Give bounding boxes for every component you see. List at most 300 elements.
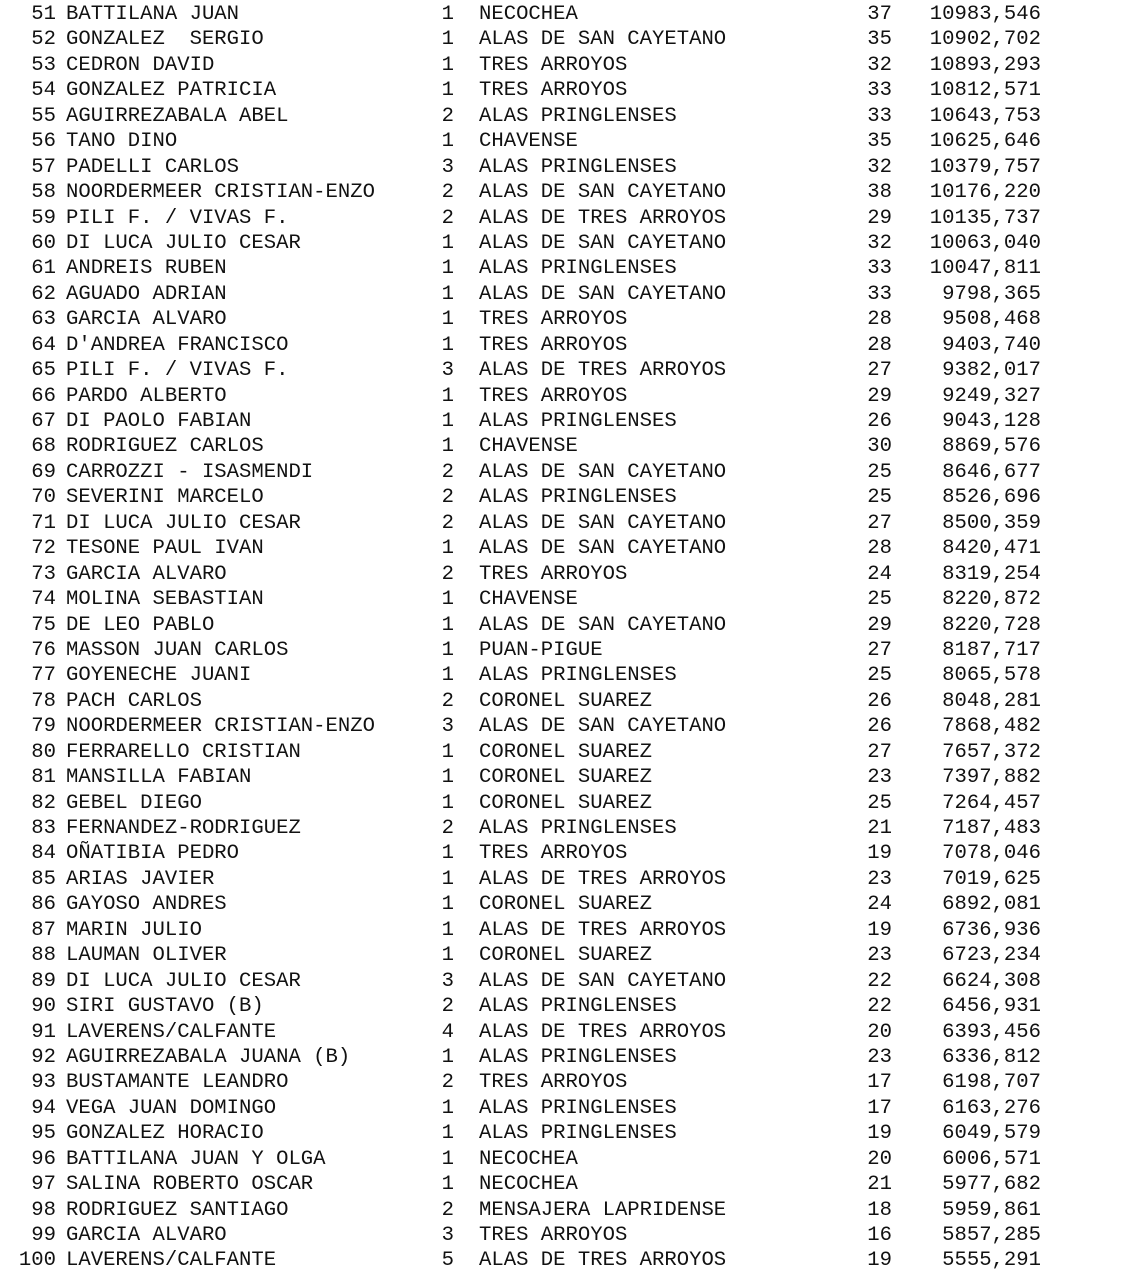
club-cell: MENSAJERA LAPRIDENSE xyxy=(479,1198,727,1222)
club-cell: ALAS PRINGLENSES xyxy=(479,486,677,510)
competitor-name-cell: BATTILANA JUAN Y OLGA xyxy=(66,1147,326,1171)
club-cell: TRES ARROYOS xyxy=(479,1224,628,1247)
points-cell: 22 xyxy=(867,995,892,1019)
competitor-name-cell: LAVERENS/CALFANTE xyxy=(66,1249,277,1273)
score-cell: 5959,861 xyxy=(942,1198,1041,1222)
competitor-name-cell: CEDRON DAVID xyxy=(66,53,215,77)
entry-number-cell: 1 xyxy=(441,1147,454,1171)
rank-cell: 56 xyxy=(31,130,56,154)
competitor-name-cell: VEGA JUAN DOMINGO xyxy=(66,1096,277,1120)
entry-number-cell: 1 xyxy=(441,893,454,917)
score-cell: 8065,578 xyxy=(942,664,1041,688)
club-cell: ALAS PRINGLENSES xyxy=(479,410,677,433)
table-row xyxy=(0,231,1130,256)
score-cell: 6892,081 xyxy=(942,893,1041,917)
club-cell: ALAS PRINGLENSES xyxy=(479,104,677,128)
entry-number-cell: 1 xyxy=(441,28,454,52)
score-cell: 10135,737 xyxy=(929,206,1041,230)
table-row xyxy=(0,53,1130,78)
club-cell: ALAS DE SAN CAYETANO xyxy=(479,613,727,637)
competitor-name-cell: D'ANDREA FRANCISCO xyxy=(66,333,289,357)
score-cell: 6049,579 xyxy=(942,1122,1041,1146)
score-cell: 8048,281 xyxy=(942,689,1041,713)
entry-number-cell: 3 xyxy=(441,969,454,993)
entry-number-cell: 1 xyxy=(441,740,454,764)
entry-number-cell: 2 xyxy=(441,511,454,535)
club-cell: ALAS DE TRES ARROYOS xyxy=(479,1020,727,1044)
table-row xyxy=(0,27,1130,52)
entry-number-cell: 2 xyxy=(441,460,454,484)
competitor-name-cell: DI PAOLO FABIAN xyxy=(66,410,252,433)
entry-number-cell: 1 xyxy=(441,588,454,612)
entry-number-cell: 3 xyxy=(441,359,454,383)
entry-number-cell: 2 xyxy=(441,689,454,713)
club-cell: ALAS PRINGLENSES xyxy=(479,1096,677,1120)
score-cell: 7264,457 xyxy=(942,791,1041,815)
table-row xyxy=(0,1020,1130,1045)
points-cell: 28 xyxy=(867,333,892,357)
score-cell: 8220,728 xyxy=(942,613,1041,637)
table-row xyxy=(0,892,1130,917)
table-row xyxy=(0,1248,1130,1273)
rank-cell: 90 xyxy=(31,995,56,1019)
club-cell: ALAS DE SAN CAYETANO xyxy=(479,537,727,561)
competitor-name-cell: MOLINA SEBASTIAN xyxy=(66,588,264,612)
points-cell: 28 xyxy=(867,537,892,561)
score-cell: 8187,717 xyxy=(942,638,1041,662)
table-row xyxy=(0,104,1130,129)
club-cell: ALAS DE SAN CAYETANO xyxy=(479,969,727,993)
competitor-name-cell: TESONE PAUL IVAN xyxy=(66,537,264,561)
entry-number-cell: 1 xyxy=(441,435,454,459)
club-cell: TRES ARROYOS xyxy=(479,333,628,357)
score-cell: 7657,372 xyxy=(942,740,1041,764)
club-cell: NECOCHEA xyxy=(479,3,578,26)
entry-number-cell: 1 xyxy=(441,791,454,815)
entry-number-cell: 3 xyxy=(441,1224,454,1247)
entry-number-cell: 1 xyxy=(441,537,454,561)
rank-cell: 60 xyxy=(31,231,56,255)
entry-number-cell: 2 xyxy=(441,1198,454,1222)
table-row xyxy=(0,2,1130,27)
entry-number-cell: 3 xyxy=(441,155,454,179)
table-row xyxy=(0,434,1130,459)
score-cell: 8646,677 xyxy=(942,460,1041,484)
club-cell: CORONEL SUAREZ xyxy=(479,766,653,790)
competitor-name-cell: RODRIGUEZ CARLOS xyxy=(66,435,264,459)
score-cell: 5555,291 xyxy=(942,1249,1041,1273)
competitor-name-cell: GARCIA ALVARO xyxy=(66,308,227,332)
points-cell: 16 xyxy=(867,1224,892,1247)
score-cell: 7397,882 xyxy=(942,766,1041,790)
points-cell: 17 xyxy=(867,1096,892,1120)
competitor-name-cell: SALINA ROBERTO OSCAR xyxy=(66,1173,314,1197)
entry-number-cell: 2 xyxy=(441,1071,454,1095)
points-cell: 27 xyxy=(867,638,892,662)
rank-cell: 66 xyxy=(31,384,56,408)
score-cell: 7187,483 xyxy=(942,817,1041,840)
rank-cell: 84 xyxy=(31,842,56,866)
competitor-name-cell: PARDO ALBERTO xyxy=(66,384,227,408)
points-cell: 23 xyxy=(867,867,892,891)
competitor-name-cell: MARIN JULIO xyxy=(66,918,202,942)
club-cell: ALAS PRINGLENSES xyxy=(479,1122,677,1146)
table-row xyxy=(0,740,1130,765)
entry-number-cell: 1 xyxy=(441,944,454,968)
club-cell: ALAS DE TRES ARROYOS xyxy=(479,359,727,383)
entry-number-cell: 2 xyxy=(441,486,454,510)
points-cell: 29 xyxy=(867,613,892,637)
score-cell: 7078,046 xyxy=(942,842,1041,866)
entry-number-cell: 1 xyxy=(441,79,454,103)
score-cell: 8526,696 xyxy=(942,486,1041,510)
points-cell: 32 xyxy=(867,231,892,255)
rank-cell: 94 xyxy=(31,1096,56,1120)
points-cell: 27 xyxy=(867,511,892,535)
score-cell: 10902,702 xyxy=(929,28,1041,52)
rank-cell: 96 xyxy=(31,1147,56,1171)
score-cell: 9403,740 xyxy=(942,333,1041,357)
table-row xyxy=(0,460,1130,485)
points-cell: 25 xyxy=(867,664,892,688)
competitor-name-cell: PILI F. / VIVAS F. xyxy=(66,359,289,383)
rank-cell: 71 xyxy=(31,511,56,535)
points-cell: 35 xyxy=(867,28,892,52)
competitor-name-cell: ARIAS JAVIER xyxy=(66,867,215,891)
competitor-name-cell: PACH CARLOS xyxy=(66,689,202,713)
rank-cell: 87 xyxy=(31,918,56,942)
rank-cell: 97 xyxy=(31,1173,56,1197)
entry-number-cell: 2 xyxy=(441,181,454,205)
score-cell: 6624,308 xyxy=(942,969,1041,993)
points-cell: 25 xyxy=(867,486,892,510)
rank-cell: 69 xyxy=(31,460,56,484)
club-cell: ALAS DE SAN CAYETANO xyxy=(479,28,727,52)
entry-number-cell: 3 xyxy=(441,715,454,739)
rank-cell: 55 xyxy=(31,104,56,128)
entry-number-cell: 1 xyxy=(441,867,454,891)
rank-cell: 73 xyxy=(31,562,56,586)
rank-cell: 95 xyxy=(31,1122,56,1146)
entry-number-cell: 2 xyxy=(441,206,454,230)
rank-cell: 92 xyxy=(31,1045,56,1069)
points-cell: 18 xyxy=(867,1198,892,1222)
points-cell: 28 xyxy=(867,308,892,332)
table-row xyxy=(0,1045,1130,1070)
score-cell: 10643,753 xyxy=(929,104,1041,128)
points-cell: 33 xyxy=(867,79,892,103)
table-row xyxy=(0,1121,1130,1146)
table-row xyxy=(0,918,1130,943)
table-row xyxy=(0,969,1130,994)
rank-cell: 82 xyxy=(31,791,56,815)
points-cell: 33 xyxy=(867,257,892,281)
rank-cell: 74 xyxy=(31,588,56,612)
table-row xyxy=(0,536,1130,561)
rank-cell: 64 xyxy=(31,333,56,357)
points-cell: 25 xyxy=(867,791,892,815)
entry-number-cell: 2 xyxy=(441,562,454,586)
competitor-name-cell: TANO DINO xyxy=(66,130,178,154)
table-row xyxy=(0,1172,1130,1197)
score-cell: 10812,571 xyxy=(929,79,1041,103)
score-cell: 10893,293 xyxy=(929,53,1041,77)
score-cell: 10176,220 xyxy=(929,181,1041,205)
points-cell: 20 xyxy=(867,1020,892,1044)
score-cell: 8500,359 xyxy=(942,511,1041,535)
points-cell: 19 xyxy=(867,1122,892,1146)
club-cell: CORONEL SUAREZ xyxy=(479,740,653,764)
entry-number-cell: 1 xyxy=(441,3,454,26)
points-cell: 20 xyxy=(867,1147,892,1171)
competitor-name-cell: PADELLI CARLOS xyxy=(66,155,240,179)
entry-number-cell: 1 xyxy=(441,664,454,688)
points-cell: 33 xyxy=(867,104,892,128)
score-cell: 7868,482 xyxy=(942,715,1041,739)
table-row xyxy=(0,765,1130,790)
competitor-name-cell: PILI F. / VIVAS F. xyxy=(66,206,289,230)
table-row xyxy=(0,613,1130,638)
club-cell: ALAS DE SAN CAYETANO xyxy=(479,460,727,484)
score-cell: 10983,546 xyxy=(929,3,1041,26)
entry-number-cell: 1 xyxy=(441,1173,454,1197)
points-cell: 24 xyxy=(867,893,892,917)
table-row xyxy=(0,1198,1130,1223)
competitor-name-cell: GAYOSO ANDRES xyxy=(66,893,227,917)
rank-cell: 53 xyxy=(31,53,56,77)
points-cell: 25 xyxy=(867,588,892,612)
competitor-name-cell: NOORDERMEER CRISTIAN-ENZO xyxy=(66,715,375,739)
club-cell: PUAN-PIGUE xyxy=(479,638,603,662)
points-cell: 27 xyxy=(867,740,892,764)
points-cell: 17 xyxy=(867,1071,892,1095)
score-cell: 6723,234 xyxy=(942,944,1041,968)
competitor-name-cell: BATTILANA JUAN xyxy=(66,3,240,26)
club-cell: ALAS DE TRES ARROYOS xyxy=(479,1249,727,1273)
score-cell: 9043,128 xyxy=(942,410,1041,433)
entry-number-cell: 1 xyxy=(441,613,454,637)
rank-cell: 99 xyxy=(31,1224,56,1247)
club-cell: TRES ARROYOS xyxy=(479,384,628,408)
points-cell: 32 xyxy=(867,53,892,77)
rank-cell: 78 xyxy=(31,689,56,713)
table-row xyxy=(0,333,1130,358)
club-cell: ALAS DE SAN CAYETANO xyxy=(479,231,727,255)
table-row xyxy=(0,1070,1130,1095)
points-cell: 19 xyxy=(867,842,892,866)
competitor-name-cell: ANDREIS RUBEN xyxy=(66,257,227,281)
rank-cell: 57 xyxy=(31,155,56,179)
competitor-name-cell: DI LUCA JULIO CESAR xyxy=(66,511,301,535)
rank-cell: 62 xyxy=(31,282,56,306)
competitor-name-cell: BUSTAMANTE LEANDRO xyxy=(66,1071,289,1095)
rank-cell: 52 xyxy=(31,28,56,52)
competitor-name-cell: NOORDERMEER CRISTIAN-ENZO xyxy=(66,181,375,205)
score-cell: 8319,254 xyxy=(942,562,1041,586)
club-cell: CHAVENSE xyxy=(479,588,578,612)
competitor-name-cell: SIRI GUSTAVO (B) xyxy=(66,995,264,1019)
rank-cell: 76 xyxy=(31,638,56,662)
competitor-name-cell: MANSILLA FABIAN xyxy=(66,766,252,790)
club-cell: ALAS DE SAN CAYETANO xyxy=(479,282,727,306)
club-cell: ALAS DE SAN CAYETANO xyxy=(479,715,727,739)
score-cell: 6736,936 xyxy=(942,918,1041,942)
table-row xyxy=(0,1096,1130,1121)
competitor-name-cell: AGUIRREZABALA ABEL xyxy=(66,104,289,128)
rank-cell: 81 xyxy=(31,766,56,790)
score-cell: 9508,468 xyxy=(942,308,1041,332)
club-cell: ALAS PRINGLENSES xyxy=(479,257,677,281)
score-cell: 5977,682 xyxy=(942,1173,1041,1197)
points-cell: 29 xyxy=(867,384,892,408)
score-cell: 6336,812 xyxy=(942,1045,1041,1069)
competitor-name-cell: SEVERINI MARCELO xyxy=(66,486,264,510)
table-row xyxy=(0,409,1130,434)
table-row xyxy=(0,663,1130,688)
club-cell: ALAS PRINGLENSES xyxy=(479,995,677,1019)
table-row xyxy=(0,638,1130,663)
points-cell: 30 xyxy=(867,435,892,459)
score-cell: 6456,931 xyxy=(942,995,1041,1019)
rank-cell: 86 xyxy=(31,893,56,917)
entry-number-cell: 1 xyxy=(441,257,454,281)
club-cell: ALAS DE TRES ARROYOS xyxy=(479,918,727,942)
competitor-name-cell: LAVERENS/CALFANTE xyxy=(66,1020,277,1044)
table-row xyxy=(0,689,1130,714)
table-row xyxy=(0,485,1130,510)
competitor-name-cell: GOYENECHE JUANI xyxy=(66,664,252,688)
club-cell: ALAS DE SAN CAYETANO xyxy=(479,181,727,205)
rank-cell: 58 xyxy=(31,181,56,205)
competitor-name-cell: OÑATIBIA PEDRO xyxy=(66,842,240,866)
points-cell: 24 xyxy=(867,562,892,586)
table-row xyxy=(0,206,1130,231)
score-cell: 10063,040 xyxy=(929,231,1041,255)
club-cell: CHAVENSE xyxy=(479,435,578,459)
rank-cell: 85 xyxy=(31,867,56,891)
table-row xyxy=(0,943,1130,968)
entry-number-cell: 1 xyxy=(441,918,454,942)
points-cell: 25 xyxy=(867,460,892,484)
rank-cell: 77 xyxy=(31,664,56,688)
table-row xyxy=(0,282,1130,307)
points-cell: 27 xyxy=(867,359,892,383)
competitor-name-cell: CARROZZI - ISASMENDI xyxy=(66,460,314,484)
rank-cell: 70 xyxy=(31,486,56,510)
points-cell: 26 xyxy=(867,715,892,739)
score-cell: 10625,646 xyxy=(929,130,1041,154)
rank-cell: 54 xyxy=(31,79,56,103)
rank-cell: 88 xyxy=(31,944,56,968)
points-cell: 21 xyxy=(867,817,892,840)
club-cell: CHAVENSE xyxy=(479,130,578,154)
rank-cell: 59 xyxy=(31,206,56,230)
points-cell: 22 xyxy=(867,969,892,993)
points-cell: 23 xyxy=(867,944,892,968)
rank-cell: 68 xyxy=(31,435,56,459)
table-row xyxy=(0,180,1130,205)
entry-number-cell: 5 xyxy=(441,1249,454,1273)
rank-cell: 75 xyxy=(31,613,56,637)
table-row xyxy=(0,994,1130,1019)
competitor-name-cell: GONZALEZ HORACIO xyxy=(66,1122,264,1146)
points-cell: 29 xyxy=(867,206,892,230)
entry-number-cell: 2 xyxy=(441,995,454,1019)
table-row xyxy=(0,129,1130,154)
competitor-name-cell: RODRIGUEZ SANTIAGO xyxy=(66,1198,289,1222)
points-cell: 21 xyxy=(867,1173,892,1197)
entry-number-cell: 2 xyxy=(441,104,454,128)
table-row xyxy=(0,867,1130,892)
entry-number-cell: 1 xyxy=(441,231,454,255)
entry-number-cell: 4 xyxy=(441,1020,454,1044)
points-cell: 26 xyxy=(867,689,892,713)
score-cell: 9249,327 xyxy=(942,384,1041,408)
club-cell: CORONEL SUAREZ xyxy=(479,893,653,917)
rank-cell: 89 xyxy=(31,969,56,993)
points-cell: 37 xyxy=(867,3,892,26)
club-cell: ALAS PRINGLENSES xyxy=(479,817,677,840)
score-cell: 10047,811 xyxy=(929,257,1041,281)
competitor-name-cell: GEBEL DIEGO xyxy=(66,791,202,815)
entry-number-cell: 1 xyxy=(441,53,454,77)
table-row xyxy=(0,1223,1130,1248)
points-cell: 32 xyxy=(867,155,892,179)
score-cell: 8869,576 xyxy=(942,435,1041,459)
rank-cell: 65 xyxy=(31,359,56,383)
club-cell: TRES ARROYOS xyxy=(479,79,628,103)
table-row xyxy=(0,384,1130,409)
table-row xyxy=(0,511,1130,536)
club-cell: ALAS DE SAN CAYETANO xyxy=(479,511,727,535)
table-row xyxy=(0,358,1130,383)
competitor-name-cell: GARCIA ALVARO xyxy=(66,562,227,586)
entry-number-cell: 1 xyxy=(441,130,454,154)
score-cell: 6198,707 xyxy=(942,1071,1041,1095)
club-cell: ALAS DE TRES ARROYOS xyxy=(479,206,727,230)
entry-number-cell: 1 xyxy=(441,1096,454,1120)
score-cell: 7019,625 xyxy=(942,867,1041,891)
score-cell: 6006,571 xyxy=(942,1147,1041,1171)
club-cell: TRES ARROYOS xyxy=(479,842,628,866)
table-row xyxy=(0,816,1130,841)
competitor-name-cell: DE LEO PABLO xyxy=(66,613,215,637)
entry-number-cell: 1 xyxy=(441,766,454,790)
table-row xyxy=(0,256,1130,281)
entry-number-cell: 2 xyxy=(441,817,454,840)
entry-number-cell: 1 xyxy=(441,1045,454,1069)
entry-number-cell: 1 xyxy=(441,410,454,433)
club-cell: ALAS PRINGLENSES xyxy=(479,155,677,179)
competitor-name-cell: DI LUCA JULIO CESAR xyxy=(66,969,301,993)
points-cell: 23 xyxy=(867,1045,892,1069)
competitor-name-cell: LAUMAN OLIVER xyxy=(66,944,227,968)
competitor-name-cell: GARCIA ALVARO xyxy=(66,1224,227,1247)
score-cell: 9798,365 xyxy=(942,282,1041,306)
rank-cell: 91 xyxy=(31,1020,56,1044)
score-cell: 5857,285 xyxy=(942,1224,1041,1247)
club-cell: NECOCHEA xyxy=(479,1147,578,1171)
club-cell: TRES ARROYOS xyxy=(479,53,628,77)
competitor-name-cell: AGUIRREZABALA JUANA (B) xyxy=(66,1045,351,1069)
rank-cell: 67 xyxy=(31,410,56,433)
points-cell: 19 xyxy=(867,1249,892,1273)
club-cell: CORONEL SUAREZ xyxy=(479,689,653,713)
table-row xyxy=(0,155,1130,180)
points-cell: 19 xyxy=(867,918,892,942)
club-cell: TRES ARROYOS xyxy=(479,562,628,586)
score-cell: 6163,276 xyxy=(942,1096,1041,1120)
